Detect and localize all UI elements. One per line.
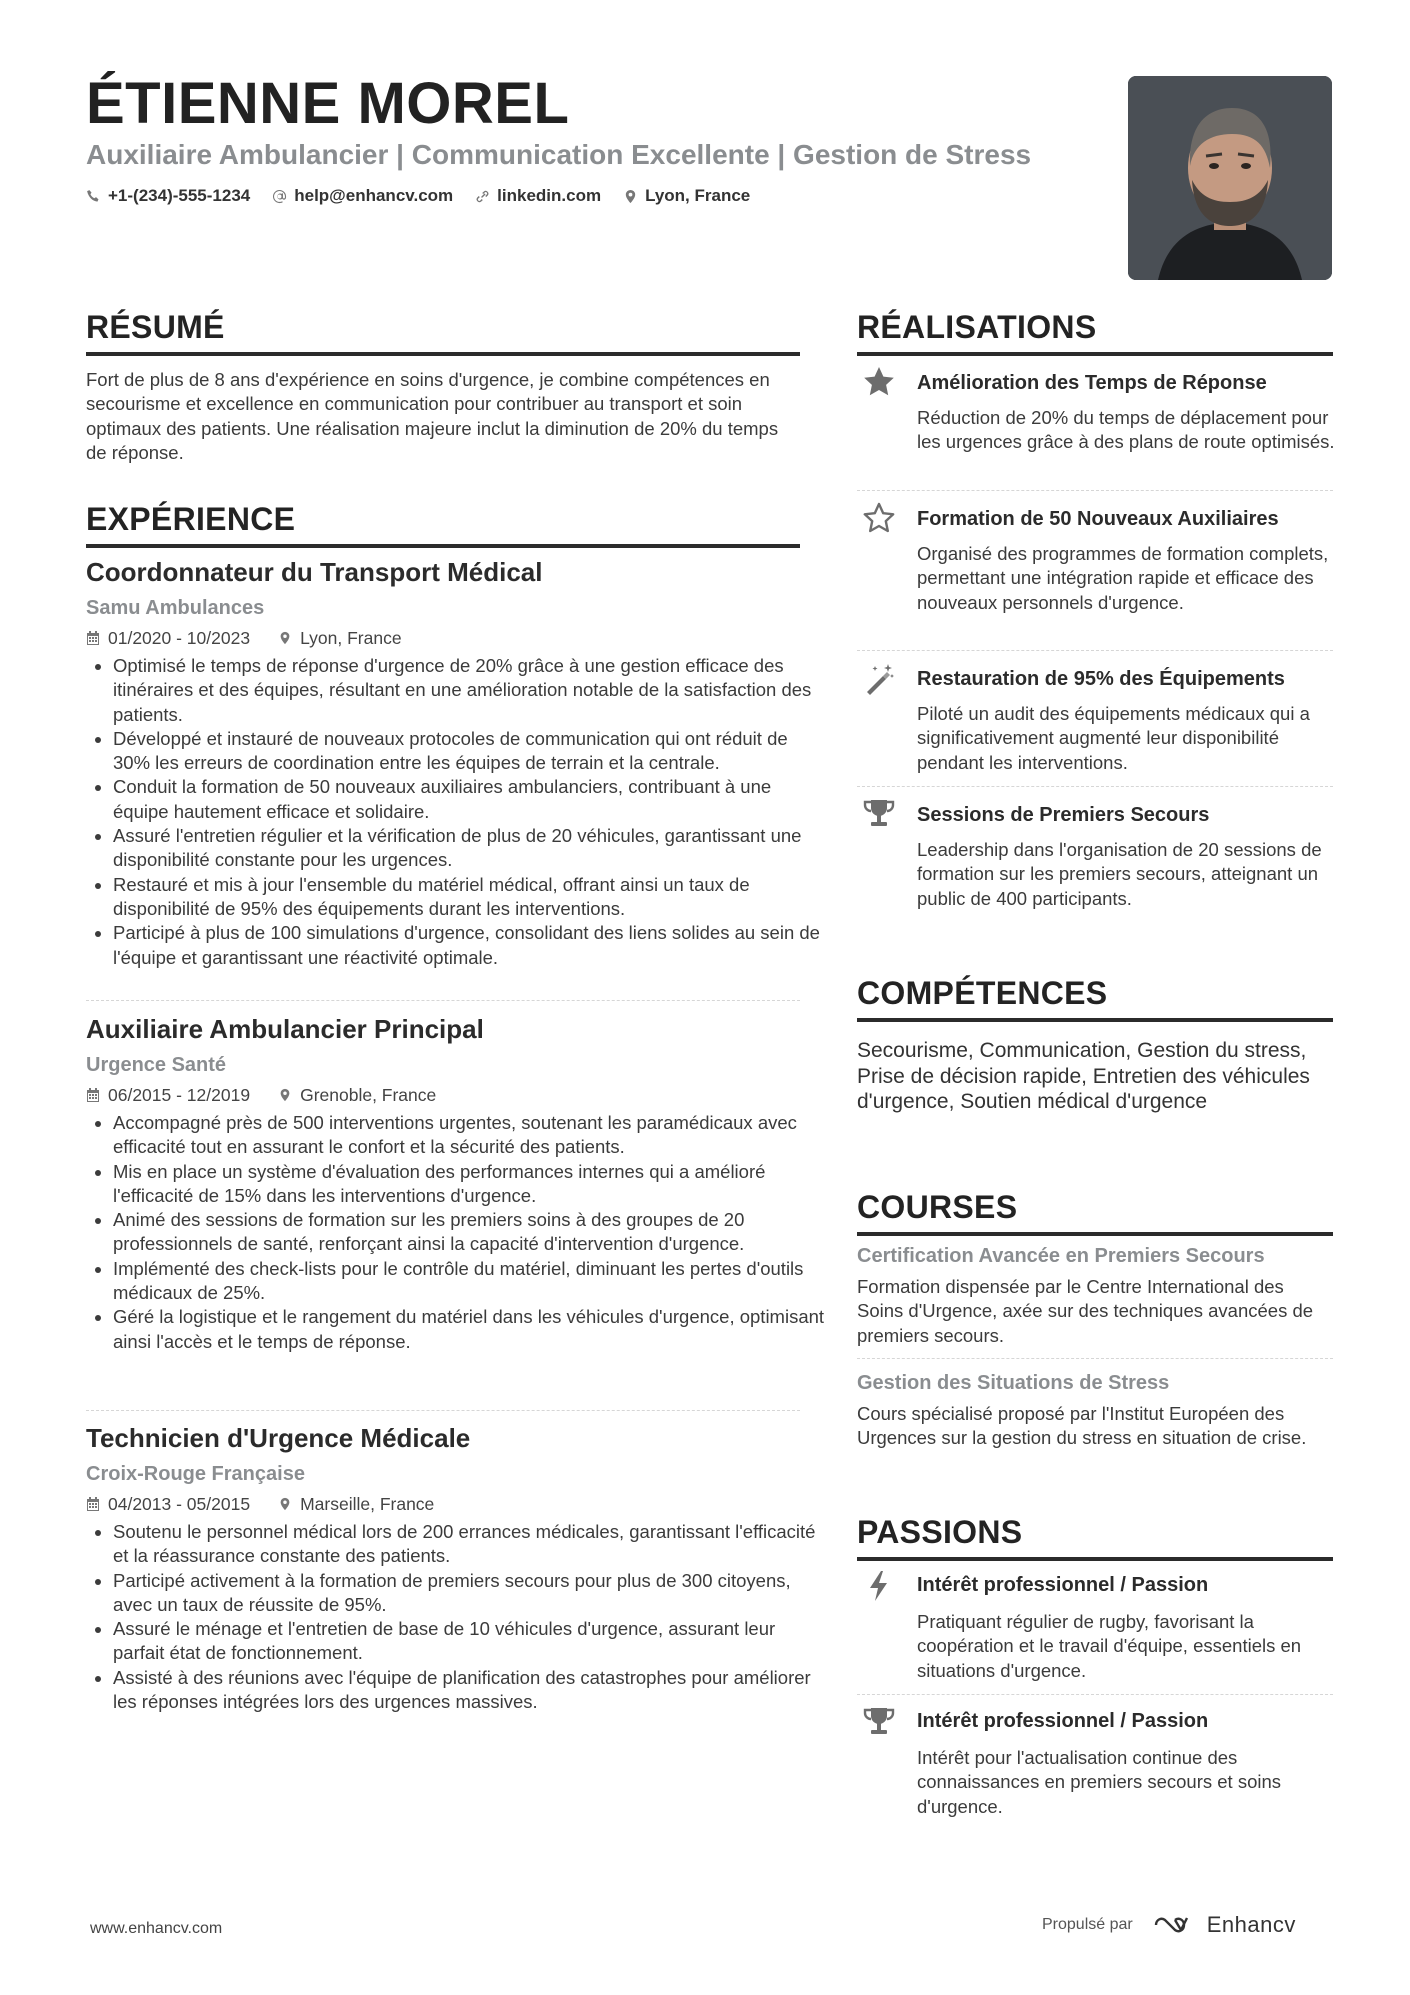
star-filled-icon <box>861 364 897 400</box>
skills-text: Secourisme, Communication, Gestion du stress, Prise de décision rapide, Entretien des véhicules d'urgence, Soutien médical d'urgence <box>857 1039 1310 1113</box>
passion-title: Intérêt professionnel / Passion <box>917 1710 1209 1732</box>
job-title: Technicien d'Urgence Médicale <box>86 1423 471 1453</box>
list-item: • Implémenté des check-lists pour le contrôle du matériel, diminuant les pertes d'outils médicaux de 25%. <box>113 1257 827 1306</box>
section-title-courses: COURSES <box>857 1188 1333 1236</box>
section-title-summary: RÉSUMÉ <box>86 308 800 356</box>
passion-title: Intérêt professionnel / Passion <box>917 1574 1209 1596</box>
section-title-passions: PASSIONS <box>857 1513 1333 1561</box>
divider <box>857 650 1333 651</box>
list-item: • Mis en place un système d'évaluation des performances internes qui a amélioré l'efficacité de 15% dans les interventions d'urgence. <box>113 1160 827 1209</box>
achievement-title: Amélioration des Temps de Réponse <box>917 372 1267 394</box>
list-item: • Animé des sessions de formation sur les premiers soins à des groupes de 20 professionnels de santé, renforçant ainsi la capacité d'intervention d'urgence. <box>113 1208 827 1257</box>
achievement-text: Réduction de 20% du temps de déplacement pour les urgences grâce à des plans de route optimisés. <box>917 407 1335 453</box>
calendar-icon <box>86 1088 100 1102</box>
link-icon <box>475 189 490 204</box>
trophy-icon <box>861 796 897 832</box>
list-item: • Assisté à des réunions avec l'équipe de planification des catastrophes pour améliorer les réponses intégrées lors des urgences massives. <box>113 1666 827 1715</box>
list-item: • Participé activement à la formation de premiers secours pour plus de 300 citoyens, avec un taux de réussite de 95%. <box>113 1569 827 1618</box>
brand-logo[interactable]: Enhancv <box>1153 1912 1296 1938</box>
course-text: Cours spécialisé proposé par l'Institut Européen des Urgences sur la gestion du stress en situation de crise. <box>857 1403 1307 1449</box>
list-item: • Participé à plus de 100 simulations d'urgence, consolidant des liens solides au sein de l'équipe et garantissant une réactivité optimale. <box>113 921 827 970</box>
contact-bar <box>86 186 750 206</box>
achievement-title: Formation de 50 Nouveaux Auxiliaires <box>917 508 1279 530</box>
passion-text: Pratiquant régulier de rugby, favorisant la coopération et le travail d'équipe, essentiels en situations d'urgence. <box>917 1611 1302 1681</box>
list-item: • Optimisé le temps de réponse d'urgence de 20% grâce à une gestion efficace des itinéraires et des équipes, résultant en une amélioration notable de la satisfaction des patients. <box>113 654 827 727</box>
list-item: • Assuré le ménage et l'entretien de base de 10 véhicules d'urgence, assurant leur parfait état de fonctionnement. <box>113 1617 827 1666</box>
achievement-title: Sessions de Premiers Secours <box>917 804 1210 826</box>
job-meta: 01/2020 - 10/2023 Lyon, France <box>86 627 402 649</box>
job-bullets <box>86 1520 827 1714</box>
at-icon <box>272 189 287 204</box>
course-title: Certification Avancée en Premiers Secours <box>857 1245 1265 1267</box>
candidate-name: ÉTIENNE MOREL <box>86 71 570 136</box>
section-title-skills: COMPÉTENCES <box>857 974 1333 1022</box>
passion-text: Intérêt pour l'actualisation continue des connaissances en premiers secours et soins d'urgence. <box>917 1747 1282 1817</box>
footer-website-link[interactable]: www.enhancv.com <box>90 1920 223 1937</box>
divider <box>86 1410 800 1411</box>
location-icon <box>278 631 292 645</box>
company-name: Croix-Rouge Française <box>86 1463 305 1485</box>
calendar-icon <box>86 631 100 645</box>
divider <box>857 786 1333 787</box>
list-item: • Développé et instauré de nouveaux protocoles de communication qui ont réduit de 30% les erreurs de coordination entre les équipes de terrain et la centrale. <box>113 727 827 776</box>
job-bullets <box>86 654 827 970</box>
achievement-title: Restauration de 95% des Équipements <box>917 668 1285 690</box>
magic-wand-icon <box>861 660 897 696</box>
location-icon <box>278 1088 292 1102</box>
headline: Auxiliaire Ambulancier | Communication Excellente | Gestion de Stress <box>86 139 1032 170</box>
company-name: Samu Ambulances <box>86 597 265 619</box>
location-icon <box>278 1497 292 1511</box>
location-icon <box>623 189 638 204</box>
trophy-icon <box>861 1704 897 1740</box>
section-title-experience: EXPÉRIENCE <box>86 500 800 548</box>
list-item: • Assuré l'entretien régulier et la vérification de plus de 20 véhicules, garantissant une disponibilité constante pour les urgences. <box>113 824 827 873</box>
job-title: Auxiliaire Ambulancier Principal <box>86 1014 484 1044</box>
phone-icon <box>86 189 101 204</box>
divider <box>857 490 1333 491</box>
achievement-text: Organisé des programmes de formation complets, permettant une intégration rapide et efficace des nouveaux personnels d'urgence. <box>917 543 1329 613</box>
course-text: Formation dispensée par le Centre International des Soins d'Urgence, axée sur des techniques avancées de premiers secours. <box>857 1276 1314 1346</box>
job-meta: 04/2013 - 05/2015 Marseille, France <box>86 1493 434 1515</box>
list-item: • Conduit la formation de 50 nouveaux auxiliaires ambulanciers, contribuant à une équipe hautement efficace et solidaire. <box>113 775 827 824</box>
star-outline-icon <box>861 500 897 536</box>
job-bullets <box>86 1111 827 1354</box>
section-title-achievements: RÉALISATIONS <box>857 308 1333 356</box>
contact-location: Lyon, France <box>623 186 750 206</box>
divider <box>86 1000 800 1001</box>
divider <box>857 1358 1333 1359</box>
footer-branding <box>1042 1912 1296 1938</box>
powered-by-label: Propulsé par <box>1042 1916 1133 1933</box>
course-title: Gestion des Situations de Stress <box>857 1372 1170 1394</box>
contact-linkedin[interactable]: linkedin.com <box>475 186 601 206</box>
list-item: • Accompagné près de 500 interventions urgentes, soutenant les paramédicaux avec efficacité tout en assurant le confort et la sécurité des patients. <box>113 1111 827 1160</box>
job-meta: 06/2015 - 12/2019 Grenoble, France <box>86 1084 436 1106</box>
achievement-text: Leadership dans l'organisation de 20 sessions de formation sur les premiers secours, atteignant un public de 400 participants. <box>917 839 1322 909</box>
profile-photo <box>1128 76 1332 280</box>
summary-text: Fort de plus de 8 ans d'expérience en soins d'urgence, je combine compétences en secourisme et excellence en communication pour contribuer au transport et soin optimaux des patients. Une réalisation majeure inclut la diminution de 20% du temps de réponse. <box>86 369 779 463</box>
contact-phone[interactable]: +1-(234)-555-1234 <box>86 186 250 206</box>
list-item: • Soutenu le personnel médical lors de 200 errances médicales, garantissant l'efficacité et la réassurance constante des patients. <box>113 1520 827 1569</box>
job-title: Coordonnateur du Transport Médical <box>86 557 543 587</box>
contact-email[interactable]: help@enhancv.com <box>272 186 453 206</box>
list-item: • Restauré et mis à jour l'ensemble du matériel médical, offrant ainsi un taux de disponibilité de 95% des équipements durant les interventions. <box>113 873 827 922</box>
company-name: Urgence Santé <box>86 1054 227 1076</box>
list-item: • Géré la logistique et le rangement du matériel dans les véhicules d'urgence, optimisant ainsi l'accès et le temps de réponse. <box>113 1305 827 1354</box>
divider <box>857 1694 1333 1695</box>
calendar-icon <box>86 1497 100 1511</box>
lightning-icon <box>861 1568 897 1604</box>
enhancv-logo-icon <box>1153 1913 1199 1937</box>
achievement-text: Piloté un audit des équipements médicaux qui a significativement augmenté leur disponibilité pendant les interventions. <box>917 703 1310 773</box>
